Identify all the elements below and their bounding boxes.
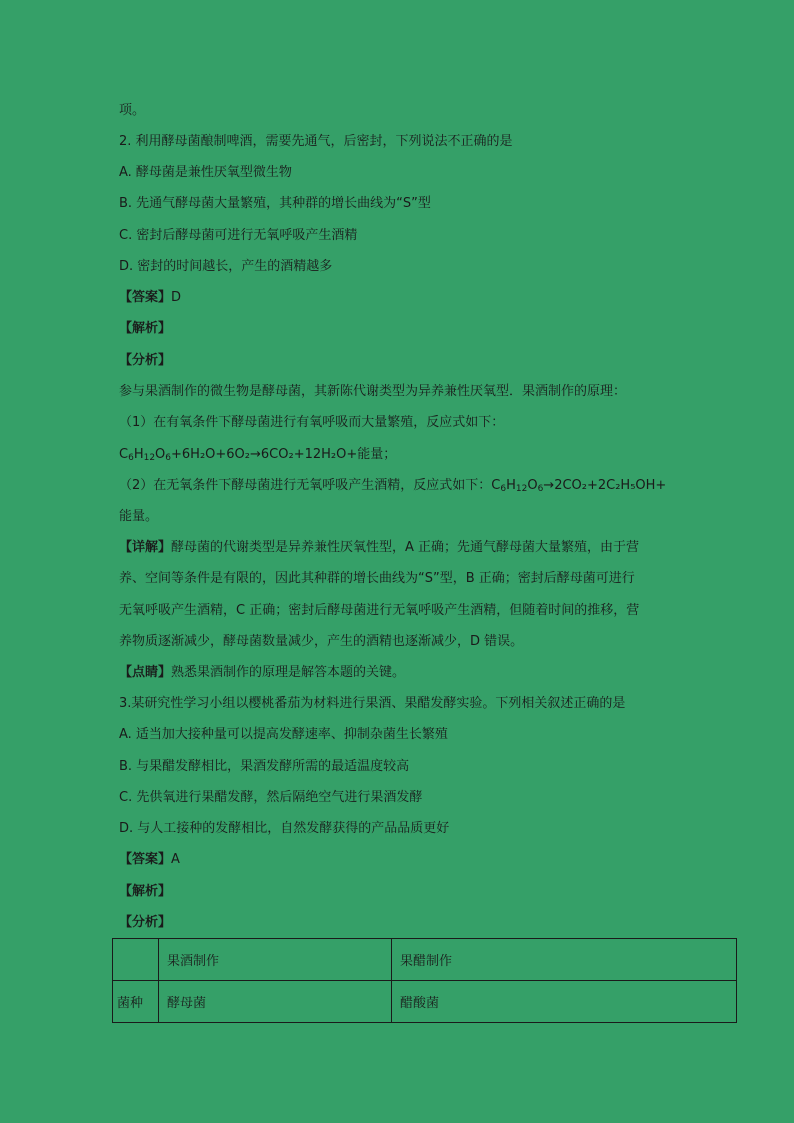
table-header-cell (113, 939, 159, 981)
comparison-table (112, 938, 737, 1023)
dianjing-line: 【点睛】熟悉果酒制作的原理是解答本题的关键。 (119, 665, 406, 680)
q3-option-d: D. 与人工接种的发酵相比，自然发酵获得的产品品质更好 (119, 821, 450, 836)
table-cell: 酵母菌 (159, 981, 392, 1023)
q2-option-b: B. 先通气酵母菌大量繁殖，其种群的增长曲线为“S”型 (119, 196, 431, 211)
q2-option-d: D. 密封的时间越长，产生的酒精越多 (119, 259, 333, 274)
xiangjie-line-1: 【详解】酵母菌的代谢类型是异养兼性厌氧性型，A 正确；先通气酵母菌大量繁殖，由于营 (119, 540, 640, 555)
q3-jiexi-tag: 【解析】 (119, 884, 172, 899)
q3-option-b: B. 与果醋发酵相比，果酒发酵所需的最适温度较高 (119, 759, 410, 774)
q3-fenxi-tag: 【分析】 (119, 915, 172, 930)
answer-tag: 【答案】 (119, 290, 172, 305)
q3-answer (119, 851, 180, 869)
answer-value: D (171, 290, 182, 305)
dianjing-tag: 【点睛】 (119, 665, 172, 680)
fenxi-intro: 参与果酒制作的微生物是酵母菌，其新陈代谢类型为异养兼性厌氧型．果酒制作的原理： (119, 384, 627, 399)
xiangjie-line-2: 养、空间等条件是有限的，因此其种群的增长曲线为“S”型，B 正确；密封后酵母菌可进行 (119, 571, 635, 586)
table-cell: 菌种 (113, 981, 159, 1023)
xiangjie-line-3: 无氧呼吸产生酒精，C 正确；密封后酵母菌进行无氧呼吸产生酒精，但随着时间的推移，营 (119, 603, 640, 618)
q2-jiexi-tag: 【解析】 (119, 321, 172, 336)
table-header-cell: 果酒制作 (159, 939, 392, 981)
table-row (113, 981, 737, 1023)
q2-fenxi-tag: 【分析】 (119, 353, 172, 368)
table-header-cell: 果醋制作 (392, 939, 737, 981)
answer-tag: 【答案】 (119, 852, 172, 867)
q2-answer (119, 289, 181, 307)
question-3-stem: 3.某研究性学习小组以樱桃番茄为材料进行果酒、果醋发酵实验。下列相关叙述正确的是 (119, 696, 626, 711)
aerobic-text: （1）在有氧条件下酵母菌进行有氧呼吸而大量繁殖，反应式如下： (119, 415, 505, 430)
table-cell: 醋酸菌 (392, 981, 737, 1023)
q3-option-a: A. 适当加大接种量可以提高发酵速率、抑制杂菌生长繁殖 (119, 727, 448, 742)
q3-option-c: C. 先供氧进行果醋发酵，然后隔绝空气进行果酒发酵 (119, 790, 423, 805)
top-fragment: 项。 (119, 103, 146, 118)
table-header-row (113, 939, 737, 981)
xiangjie-line-4: 养物质逐渐减少，酵母菌数量减少，产生的酒精也逐渐减少，D 错误。 (119, 634, 524, 649)
question-2-stem: 2. 利用酵母菌酿制啤酒，需要先通气，后密封，下列说法不正确的是 (119, 134, 513, 149)
answer-value: A (171, 852, 180, 867)
anaerobic-text: （2）在无氧条件下酵母菌进行无氧呼吸产生酒精，反应式如下：$C_6H_{12}O_6\to 2CO_2+2C_2H_5OH+$ (119, 478, 667, 494)
q2-option-c: C. 密封后酵母菌可进行无氧呼吸产生酒精 (119, 228, 358, 243)
xiangjie-tag: 【详解】 (119, 540, 172, 555)
equation-aerobic: $C_6H_{12}O_6+6H_2O+6O_2\to 6CO_2+12H_2O+$能量； (119, 447, 397, 463)
q2-option-a: A. 酵母菌是兼性厌氧型微生物 (119, 165, 292, 180)
energy-end: 能量。 (119, 509, 159, 524)
